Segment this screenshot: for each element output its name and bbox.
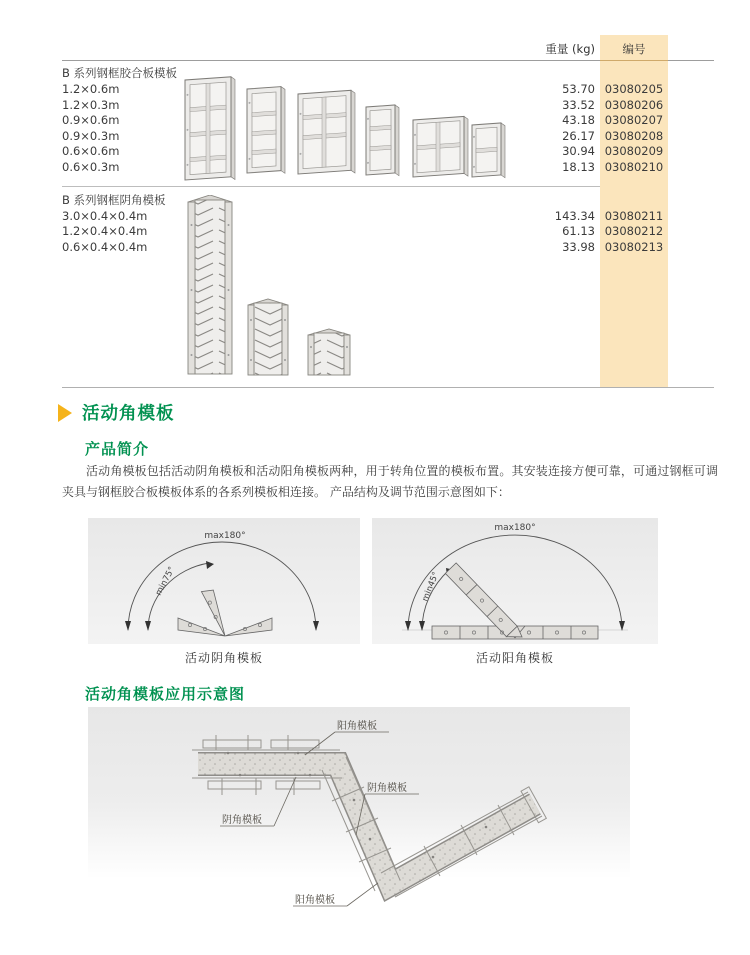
section1-title: B 系列钢框胶合板模板 [62, 66, 178, 80]
plywood-panel-drawings [175, 70, 515, 182]
spec-size: 1.2×0.3m [62, 98, 120, 112]
spec-size: 0.6×0.3m [62, 160, 120, 174]
outer-corner-angle-diagram [372, 518, 658, 644]
spec-code: 03080210 [604, 160, 664, 174]
spec-code: 03080211 [604, 209, 664, 223]
max-angle-label: max180° [494, 523, 536, 533]
intro-heading: 产品简介 [85, 440, 150, 458]
inner-corner-diagram-panel [88, 518, 360, 644]
application-illustration [88, 707, 630, 915]
corner-post-drawing [308, 329, 350, 375]
min-angle-label: min45° [420, 570, 442, 604]
spec-weight: 143.34 [554, 209, 595, 223]
spec-code: 03080206 [604, 98, 664, 112]
spec-code: 03080207 [604, 113, 664, 127]
label-corner-top: 阳角模板 [337, 721, 377, 732]
formwork-panel-drawing [366, 105, 399, 178]
min-angle-label: min75° [153, 565, 178, 598]
label-corner-bottom: 阳角模板 [295, 895, 335, 906]
spec-weight: 33.52 [562, 98, 595, 112]
outer-corner-diagram-panel [372, 518, 658, 644]
spec-weight: 53.70 [562, 82, 595, 96]
max-angle-label: max180° [204, 531, 246, 541]
label-corner-left: 阴角模板 [222, 815, 262, 826]
spec-size: 1.2×0.4×0.4m [62, 224, 148, 238]
spec-weight: 33.98 [562, 240, 595, 254]
arrow-icon [58, 404, 72, 422]
outer-diagram-caption: 活动阳角模板 [475, 651, 554, 665]
formwork-panel-drawing [298, 90, 355, 177]
code-column-header: 编号 [622, 42, 646, 56]
formwork-panel-drawing [185, 77, 235, 182]
spec-code: 03080208 [604, 129, 664, 143]
spec-size: 3.0×0.4×0.4m [62, 209, 148, 223]
section2-title: B 系列钢框阴角模板 [62, 193, 166, 207]
corner-post-drawing [188, 195, 232, 374]
table-header-rule [62, 60, 600, 61]
corner-post-drawings [180, 195, 360, 381]
intro-paragraph: 活动角模板包括活动阴角模板和活动阳角模板两种，用于转角位置的模板布置。其安装连接方便可靠，可通过钢框可调夹具与钢框胶合板模板体系的各系列模板相连接。 产品结构及调节范围示意图如下： [62, 464, 718, 499]
spec-size: 0.9×0.3m [62, 129, 120, 143]
table-section-rule [62, 186, 600, 187]
spec-code: 03080212 [604, 224, 664, 238]
spec-size: 0.6×0.6m [62, 144, 120, 158]
spec-weight: 43.18 [562, 113, 595, 127]
spec-weight: 26.17 [562, 129, 595, 143]
label-corner-right: 阴角模板 [367, 783, 407, 794]
inner-diagram-caption: 活动阴角模板 [184, 651, 263, 665]
page-section-title: 活动角模板 [82, 404, 175, 424]
formwork-panel-drawing [247, 86, 285, 176]
formwork-panel-drawing [413, 116, 468, 180]
inner-corner-angle-diagram [88, 518, 360, 644]
spec-code: 03080213 [604, 240, 664, 254]
table-bottom-rule [62, 387, 714, 388]
application-heading: 活动角模板应用示意图 [85, 685, 246, 703]
spec-size: 0.6×0.4×0.4m [62, 240, 148, 254]
spec-weight: 18.13 [562, 160, 595, 174]
table-header-rule-tan [600, 60, 668, 61]
weight-column-header: 重量 (kg) [545, 42, 595, 56]
spec-size: 1.2×0.6m [62, 82, 120, 96]
spec-weight: 61.13 [562, 224, 595, 238]
spec-code: 03080209 [604, 144, 664, 158]
spec-size: 0.9×0.6m [62, 113, 120, 127]
spec-code: 03080205 [604, 82, 664, 96]
corner-post-drawing [248, 299, 288, 375]
table-header-rule-right [668, 60, 714, 61]
formwork-panel-drawing [472, 123, 505, 180]
spec-weight: 30.94 [562, 144, 595, 158]
